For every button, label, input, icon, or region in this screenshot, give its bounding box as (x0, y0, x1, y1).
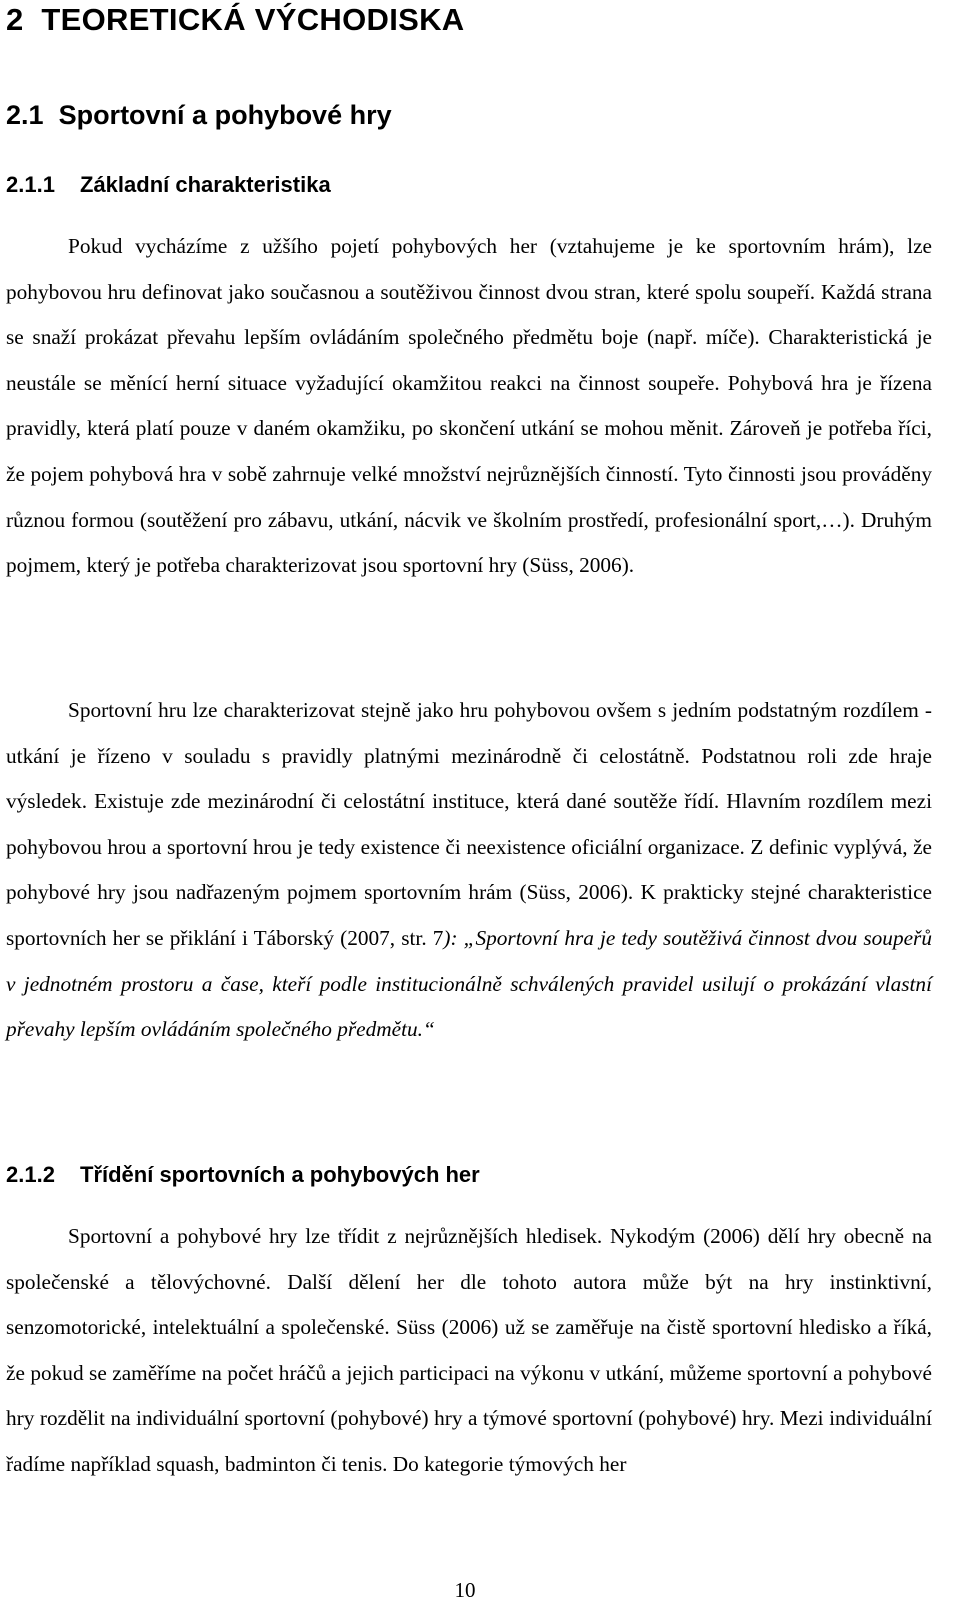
paragraph-2-quote: ): „Sportovní hra je tedy soutěživá činnost dvou soupeřů v jednotném prostoru a čase, kteří podle institucionálně schválených pravidel usilují o prokázání vlastní převahy lepším ovládáním společného předmětu.“ (6, 925, 932, 1042)
subsection-number-1: 2.1.1 (6, 172, 55, 197)
section-number: 2.1 (6, 100, 44, 130)
paragraph-1: Pokud vycházíme z užšího pojetí pohybových her (vztahujeme je ke sportovním hrám), lze pohybovou hru definovat jako současnou a soutěživou činnost dvou stran, které spolu soupeří. Každá strana se snaží prokázat převahu lepším ovládáním společného předmětu boje (např. míče). Charakteristická je neustále se měnící herní situace vyžadující okamžitou reakci na činnost soupeře. Pohybová hra je řízena pravidly, která platí pouze v daném okamžiku, po skončení utkání se mohou měnit. Zároveň je potřeba říci, že pojem pohybová hra v sobě zahrnuje velké množství nejrůznějších činností. Tyto činnosti jsou prováděny různou formou (soutěžení pro zábavu, utkání, nácvik ve školním prostředí, profesionální sport,…). Druhým pojmem, který je potřeba charakterizovat jsou sportovní hry (Süss, 2006). (6, 234, 932, 578)
chapter-title: TEORETICKÁ VÝCHODISKA (41, 2, 465, 37)
section-heading (6, 100, 392, 131)
section-title: Sportovní a pohybové hry (58, 100, 392, 130)
page-number: 10 (454, 1578, 476, 1602)
subsection-title-2: Třídění sportovních a pohybových her (80, 1162, 480, 1187)
subsection-heading-1 (6, 172, 331, 198)
chapter-heading (6, 2, 464, 38)
paragraph-3: Sportovní a pohybové hry lze třídit z nejrůznějších hledisek. Nykodým (2006) dělí hry obecně na společenské a tělovýchovné. Další dělení her dle tohoto autora může být na hry instinktivní, senzomotorické, intelektuální a společenské. Süss (2006) už se zaměřuje na čistě sportovní hledisko a říká, že pokud se zaměříme na počet hráčů a jejich participaci na výkonu v utkání, můžeme sportovní a pohybové hry rozdělit na individuální sportovní (pohybové) hry a týmové sportovní (pohybové) hry. Mezi individuální řadíme například squash, badminton či tenis. Do kategorie týmových her (6, 1224, 932, 1476)
subsection-heading-2 (6, 1162, 480, 1188)
paragraph-2-body: Sportovní hru lze charakterizovat stejně jako hru pohybovou ovšem s jedním podstatným rozdílem - utkání je řízeno v souladu s pravidly platnými mezinárodně či celostátně. Podstatnou roli zde hraje výsledek. Existuje zde mezinárodní či celostátní instituce, která dané soutěže řídí. Hlavním rozdílem mezi pohybovou hrou a sportovní hrou je tedy existence či neexistence oficiální organizace. Z definic vyplývá, že pohybové hry jsou nadřazeným pojmem sportovním hrám (Süss, 2006). K prakticky stejné charakteristice sportovních her se přiklání i Táborský (2007, str. 7 (6, 698, 932, 950)
chapter-number: 2 (6, 2, 24, 37)
paragraph-2 (6, 688, 932, 1053)
subsection-number-2: 2.1.2 (6, 1162, 55, 1187)
subsection-title-1: Základní charakteristika (80, 172, 331, 197)
